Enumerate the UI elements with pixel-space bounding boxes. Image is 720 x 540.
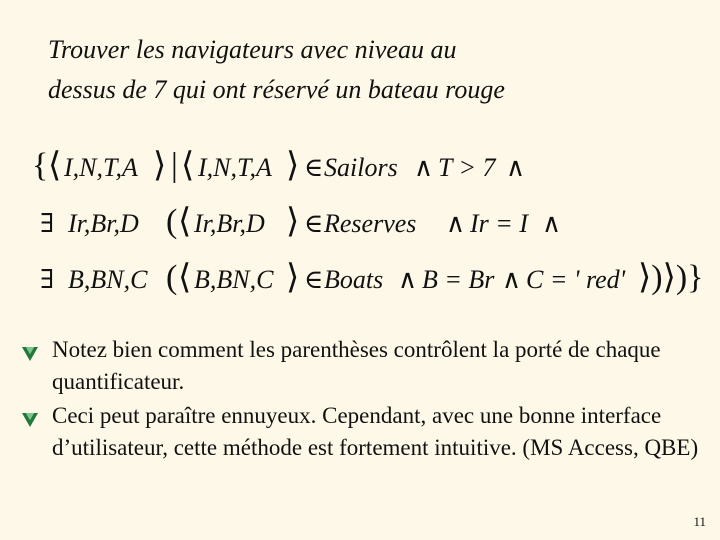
reserves-tuple: Ir,Br,D [194,209,265,238]
close-angle: ⟩ [286,259,300,296]
boats-relation: Boats [324,265,384,294]
and-symbol: ∧ [398,265,418,294]
bullet-text: Notez bien comment les parenthèses contrôlent la porté de chaque quantificateur. [52,337,661,394]
open-paren: ( [166,203,178,240]
exists-symbol: ∃ [40,209,55,238]
open-paren: ( [166,259,178,296]
condition-sailor-id: Ir = I [470,209,528,238]
var-tuple: I,N,T,A [64,153,138,182]
condition-boat-id: B = Br [422,265,495,294]
slide-title [48,30,688,110]
and-symbol: ∧ [502,265,522,294]
divider-bar: | [171,147,178,184]
close-angle-2: ⟩ [286,147,300,184]
open-angle-2: ⟨ [181,147,195,184]
bullet-item [20,400,700,464]
and-symbol: ∧ [446,209,466,238]
relational-calculus-formula [28,140,704,310]
open-angle: ⟨ [178,203,192,240]
and-symbol: ∧ [542,209,562,238]
exists-symbol: ∃ [40,265,55,294]
bullet-text: Ceci peut paraître ennuyeux. Cependant, avec une bonne interface d’utilisateur, cette méthode est fortement intuitive. (MS Access, QBE) [52,403,699,460]
boats-tuple: B,BN,C [194,265,274,294]
title-line-2: dessus de 7 qui ont réservé un bateau rouge [48,75,505,104]
sailors-relation: Sailors [324,153,398,182]
closing-brackets: ⟩)⟩)} [638,259,704,296]
page-number: 11 [693,514,706,529]
close-angle-1: ⟩ [153,147,167,184]
open-angle: ⟨ [178,259,192,296]
open-angle-1: ⟨ [48,147,62,184]
exists-vars: B,BN,C [68,265,148,294]
reserves-relation: Reserves [324,209,417,238]
bullet-list [20,334,700,466]
title-line-1: Trouver les navigateurs avec niveau au [48,35,457,64]
element-of-symbol: ∈ [304,209,324,238]
sailors-tuple: I,N,T,A [198,153,272,182]
open-brace: { [32,147,49,184]
exists-vars: Ir,Br,D [68,209,139,238]
and-symbol: ∧ [414,153,434,182]
checkmark-bullet-icon [20,406,40,426]
element-of-symbol: ∈ [304,265,324,294]
condition-rating: T > 7 [438,153,496,182]
checkmark-bullet-icon [20,340,40,360]
condition-color: C = ' red' [526,265,626,294]
bullet-item [20,334,700,398]
element-of-symbol: ∈ [304,153,324,182]
and-symbol: ∧ [506,153,526,182]
formula-svg [28,140,704,310]
close-angle: ⟩ [286,203,300,240]
